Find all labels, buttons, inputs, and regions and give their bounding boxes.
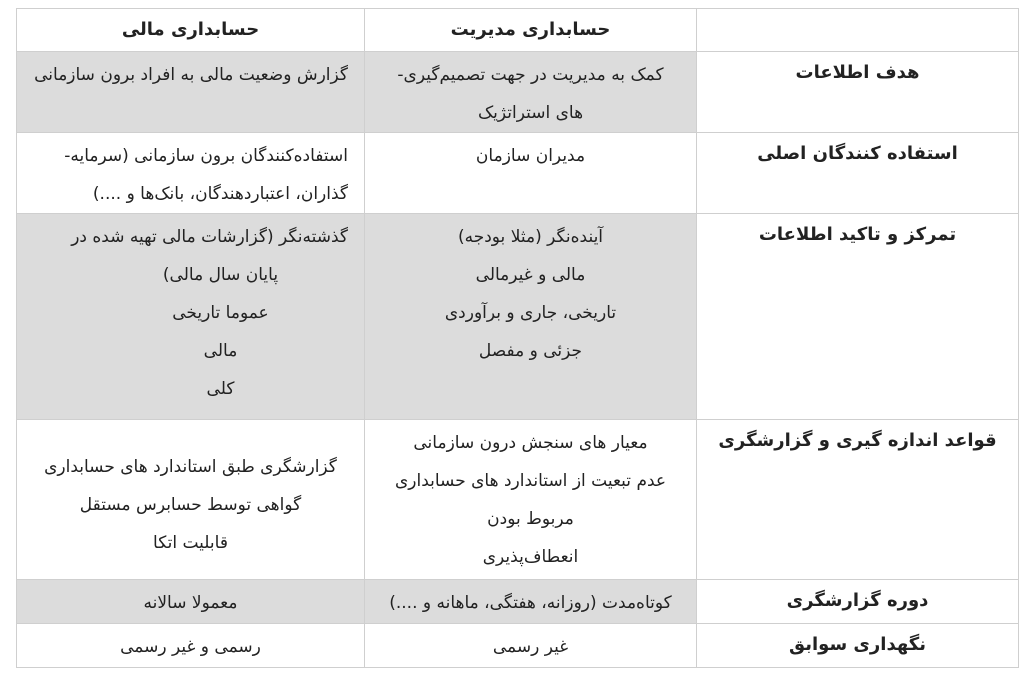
management-cell — [365, 214, 697, 420]
cell-line: تاریخی، جاری و برآوردی — [444, 303, 617, 323]
cell-line: گذشته‌نگر (گزارشات مالی تهیه شده در — [71, 227, 348, 247]
cell-line: پایان سال مالی) — [162, 265, 279, 285]
cell-line: انعطاف‌پذیری — [482, 547, 579, 567]
row-label: هدف اطلاعات — [697, 52, 1019, 133]
table-row — [17, 214, 1019, 420]
cell-line: معمولا سالانه — [143, 593, 238, 613]
cell-line: عموما تاریخی — [172, 303, 269, 323]
financial-cell — [17, 580, 365, 624]
cell-line: قابلیت اتکا — [153, 533, 228, 553]
financial-cell — [17, 52, 365, 133]
cell-line: غیر رسمی — [492, 637, 569, 657]
table-row — [17, 580, 1019, 624]
cell-line: جزئی و مفصل — [478, 341, 583, 361]
cell-line: مربوط بودن — [487, 509, 574, 529]
management-cell — [365, 420, 697, 580]
management-cell — [365, 133, 697, 214]
cell-line: گزارش وضعیت مالی به افراد برون سازمانی — [34, 65, 348, 85]
financial-cell — [17, 624, 365, 668]
cell-spacer — [33, 424, 348, 448]
header-criterion — [697, 9, 1019, 52]
row-label: استفاده کنندگان اصلی — [697, 133, 1019, 214]
financial-cell — [17, 214, 365, 420]
cell-line: آینده‌نگر (مثلا بودجه) — [457, 227, 604, 247]
cell-line: کمک به مدیریت در جهت تصمیم‌گیری- — [397, 65, 664, 85]
row-label: قواعد اندازه گیری و گزارشگری — [697, 420, 1019, 580]
header-financial-accounting: حسابداری مالی — [17, 9, 365, 52]
financial-cell — [17, 133, 365, 214]
cell-line: مالی و غیرمالی — [475, 265, 586, 285]
table-row — [17, 52, 1019, 133]
cell-line: کلی — [206, 379, 235, 399]
cell-line: مدیران سازمان — [475, 146, 586, 166]
row-label: دوره گزارشگری — [697, 580, 1019, 624]
cell-line: کوتاه‌مدت (روزانه، هفتگی، ماهانه و ....) — [389, 593, 672, 613]
table-row — [17, 420, 1019, 580]
row-label: نگهداری سوابق — [697, 624, 1019, 668]
comparison-table — [16, 8, 1019, 668]
management-cell — [365, 52, 697, 133]
cell-line: گواهی توسط حسابرس مستقل — [79, 495, 302, 515]
cell-line: معیار های سنجش درون سازمانی — [413, 433, 648, 453]
cell-line: گذاران، اعتباردهندگان، بانک‌ها و ....) — [92, 184, 348, 204]
header-row — [17, 9, 1019, 52]
management-cell — [365, 580, 697, 624]
table-row — [17, 133, 1019, 214]
cell-line: های استراتژیک — [477, 103, 584, 123]
cell-line: رسمی و غیر رسمی — [120, 637, 261, 657]
table-row — [17, 624, 1019, 668]
cell-line: عدم تبعیت از استاندارد های حسابداری — [394, 471, 667, 491]
cell-line: استفاده‌کنندگان برون سازمانی (سرمایه- — [64, 146, 348, 166]
cell-line: گزارشگری طبق استاندارد های حسابداری — [44, 457, 337, 477]
management-cell — [365, 624, 697, 668]
financial-cell — [17, 420, 365, 580]
cell-line: مالی — [203, 341, 238, 361]
row-label: تمرکز و تاکید اطلاعات — [697, 214, 1019, 420]
header-management-accounting: حسابداری مدیریت — [365, 9, 697, 52]
